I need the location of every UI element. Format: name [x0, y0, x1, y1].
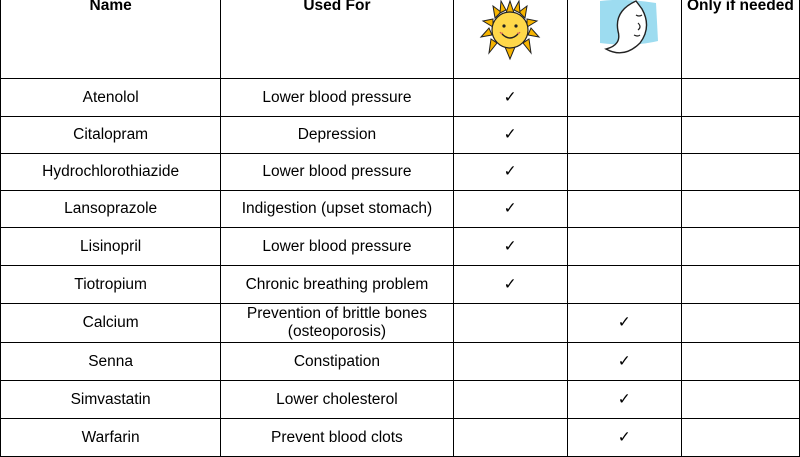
- medication-use: Lower cholesterol: [221, 381, 453, 419]
- evening-check: [567, 191, 681, 228]
- morning-check: ✓: [453, 228, 567, 266]
- medication-name: Lisinopril: [1, 228, 221, 266]
- as-needed-check: [681, 154, 799, 191]
- as-needed-check: [681, 228, 799, 266]
- medication-name: Hydrochlorothiazide: [1, 154, 221, 191]
- as-needed-check: [681, 343, 799, 381]
- header-used-for: Used For: [221, 0, 453, 79]
- evening-check: ✓: [567, 381, 681, 419]
- as-needed-check: [681, 79, 799, 117]
- medication-name: Senna: [1, 343, 221, 381]
- medication-use: Prevent blood clots: [221, 419, 453, 457]
- morning-check: [453, 419, 567, 457]
- evening-check: [567, 79, 681, 117]
- moon-icon: [584, 0, 664, 63]
- as-needed-check: [681, 304, 799, 343]
- medication-use: Prevention of brittle bones (osteoporosis): [221, 304, 453, 343]
- morning-check: [453, 343, 567, 381]
- as-needed-check: [681, 191, 799, 228]
- morning-check: ✓: [453, 79, 567, 117]
- table-row: [1, 304, 800, 343]
- as-needed-check: [681, 117, 799, 154]
- evening-check: [567, 266, 681, 304]
- header-morning: [453, 0, 567, 79]
- header-evening: [567, 0, 681, 79]
- table-row: [1, 266, 800, 304]
- morning-check: [453, 381, 567, 419]
- evening-check: [567, 117, 681, 154]
- medication-use: Lower blood pressure: [221, 79, 453, 117]
- evening-check: ✓: [567, 343, 681, 381]
- as-needed-check: [681, 381, 799, 419]
- header-name: Name: [1, 0, 221, 79]
- medication-use: Lower blood pressure: [221, 228, 453, 266]
- as-needed-check: [681, 266, 799, 304]
- morning-check: ✓: [453, 117, 567, 154]
- table-row: [1, 117, 800, 154]
- medication-use: Indigestion (upset stomach): [221, 191, 453, 228]
- header-as-needed: Only if needed: [681, 0, 799, 79]
- medication-name: Atenolol: [1, 79, 221, 117]
- medication-name: Lansoprazole: [1, 191, 221, 228]
- medication-name: Tiotropium: [1, 266, 221, 304]
- table-row: [1, 381, 800, 419]
- medication-use: Lower blood pressure: [221, 154, 453, 191]
- table-row: [1, 79, 800, 117]
- medication-use: Chronic breathing problem: [221, 266, 453, 304]
- morning-check: ✓: [453, 154, 567, 191]
- table-row: [1, 191, 800, 228]
- evening-check: [567, 154, 681, 191]
- evening-check: ✓: [567, 304, 681, 343]
- table-row: [1, 228, 800, 266]
- table-row: [1, 343, 800, 381]
- medication-name: Simvastatin: [1, 381, 221, 419]
- medication-name: Warfarin: [1, 419, 221, 457]
- morning-check: ✓: [453, 266, 567, 304]
- sun-icon: [467, 0, 553, 63]
- morning-check: [453, 304, 567, 343]
- header-row: [1, 0, 800, 79]
- evening-check: ✓: [567, 419, 681, 457]
- morning-check: ✓: [453, 191, 567, 228]
- medication-name: Calcium: [1, 304, 221, 343]
- medication-use: Depression: [221, 117, 453, 154]
- table-row: [1, 154, 800, 191]
- table-row: [1, 419, 800, 457]
- as-needed-check: [681, 419, 799, 457]
- evening-check: [567, 228, 681, 266]
- medication-use: Constipation: [221, 343, 453, 381]
- medication-name: Citalopram: [1, 117, 221, 154]
